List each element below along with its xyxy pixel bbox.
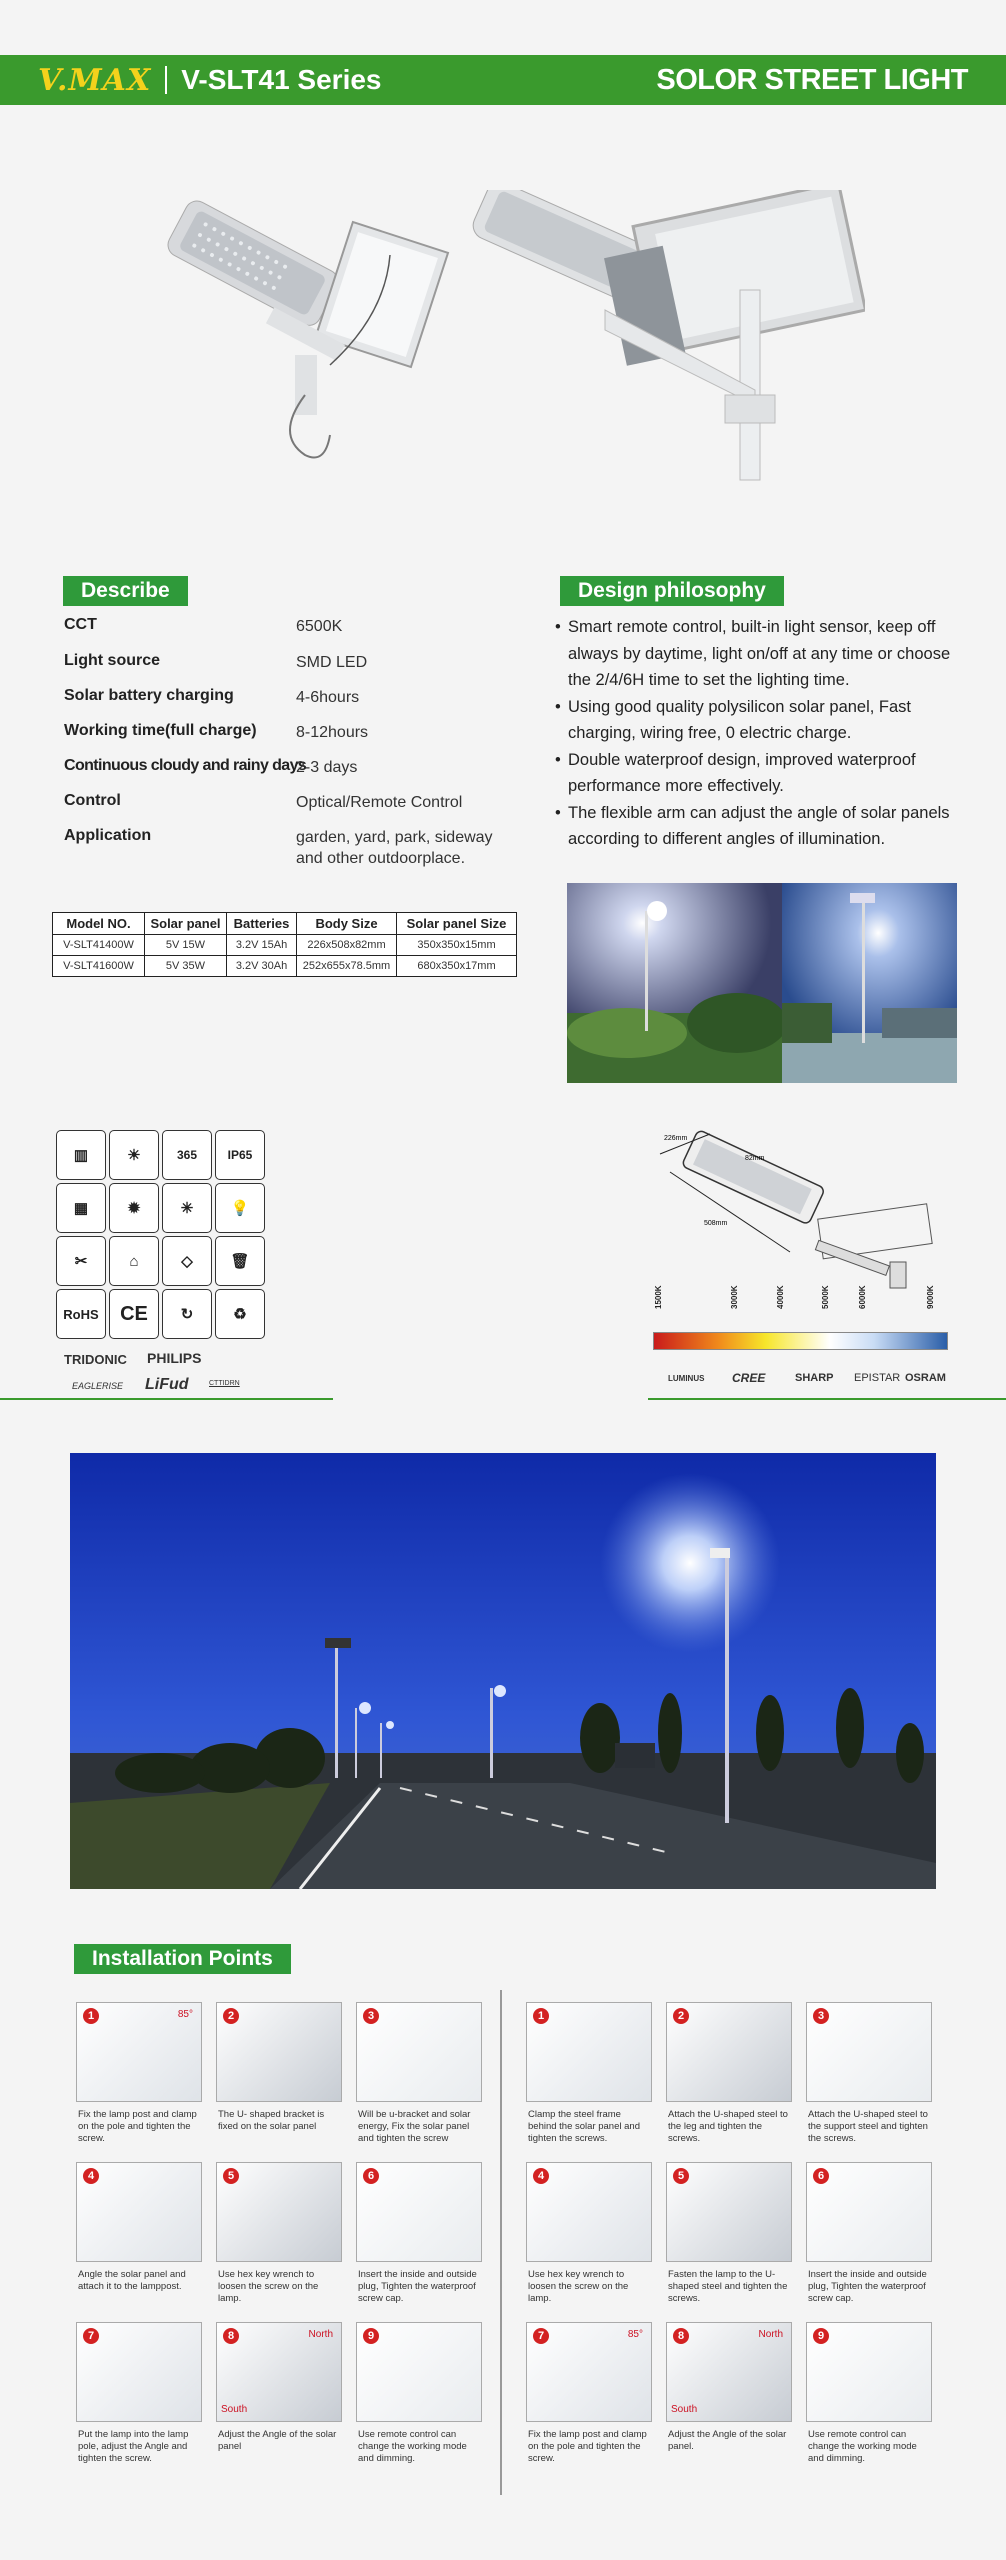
spec-key: Solar battery charging [64, 687, 234, 704]
design-bullet: • Double waterproof design, improved waterproof performance more effectively. [555, 747, 955, 800]
ce-icon: CE [109, 1289, 159, 1339]
install-step [526, 2162, 652, 2305]
bulb-icon: 💡 [215, 1183, 265, 1233]
install-step-image [666, 2002, 792, 2102]
header-bar [0, 55, 1006, 105]
installation-heading: Installation Points [74, 1944, 291, 1974]
table-header: Solar panel Size [397, 913, 517, 935]
install-step-label: North [758, 2329, 783, 2340]
install-step [356, 2002, 482, 2145]
install-step-image [356, 2162, 482, 2262]
install-step-caption: Will be u-bracket and solar energy, Fix the solar panel and tighten the screw [358, 2109, 471, 2144]
install-step [526, 2002, 652, 2145]
install-step-image [526, 2002, 652, 2102]
table-header: Model NO. [53, 913, 145, 935]
brand-luminus: LUMINUS [668, 1374, 705, 1383]
install-step [526, 2322, 652, 2465]
spec-key: Continuous cloudy and rainy days [64, 757, 307, 774]
install-step-caption: Use remote control can change the working mode and dimming. [808, 2429, 917, 2464]
brand-osram: OSRAM [905, 1372, 946, 1384]
install-step-image [216, 2322, 342, 2422]
header-divider [165, 66, 167, 94]
install-step-number: 2 [673, 2008, 689, 2024]
install-step-number: 7 [83, 2328, 99, 2344]
install-step-image [76, 2162, 202, 2262]
install-step-caption: Put the lamp into the lamp pole, adjust the Angle and tighten the screw. [78, 2429, 189, 2464]
ip65-icon: IP65 [215, 1130, 265, 1180]
table-cell: 350x350x15mm [397, 935, 517, 956]
install-step-caption: Insert the inside and outside plug, Tighten the waterproof screw cap. [358, 2269, 477, 2304]
table-header: Solar panel [145, 913, 227, 935]
install-step [76, 2322, 202, 2465]
table-cell: 5V 15W [145, 935, 227, 956]
install-step-image [666, 2322, 792, 2422]
table-cell: 680x350x17mm [397, 956, 517, 977]
spec-value: garden, yard, park, sideway and other outdoorplace. [296, 829, 493, 867]
solar-panel-icon: ▦ [56, 1183, 106, 1233]
install-step-caption: Fasten the lamp to the U-shaped steel and tighten the screws. [668, 2269, 788, 2304]
spec-value: 4-6hours [296, 689, 360, 706]
certification-icon-grid [56, 1130, 265, 1339]
battery-icon: ▥ [56, 1130, 106, 1180]
install-step-caption: Use hex key wrench to loosen the screw on the lamp. [528, 2269, 629, 2304]
table-cell: 3.2V 15Ah [227, 935, 297, 956]
install-step-caption: Insert the inside and outside plug, Tighten the waterproof screw cap. [808, 2269, 927, 2304]
spec-value: Optical/Remote Control [296, 794, 463, 811]
model-spec-table [52, 912, 517, 977]
install-step-number: 3 [813, 2008, 829, 2024]
install-step-label: 85° [627, 2329, 643, 2340]
install-step [76, 2002, 202, 2145]
install-step-image [666, 2162, 792, 2262]
install-step-caption: Fix the lamp post and clamp on the pole and tighten the screw. [78, 2109, 197, 2144]
install-step-caption: Attach the U-shaped steel to the support steel and tighten the screws. [808, 2109, 928, 2144]
install-step-label: North [308, 2329, 333, 2340]
install-step-caption: Clamp the steel frame behind the solar panel and tighten the screws. [528, 2109, 640, 2144]
series-title: V-SLT41 Series [181, 64, 382, 95]
sun-sensor-icon: ✹ [109, 1183, 159, 1233]
solar-charge-icon: ☀ [109, 1130, 159, 1180]
install-step-image [806, 2322, 932, 2422]
product-image-left [155, 185, 475, 485]
rohs-icon: RoHS [56, 1289, 106, 1339]
page-title: SOLOR STREET LIGHT [656, 63, 968, 96]
table-cell: V-SLT41600W [53, 956, 145, 977]
design-heading: Design philosophy [560, 576, 784, 606]
spec-key: CCT [64, 616, 97, 633]
installation-center-divider [500, 1990, 502, 2495]
install-step-number: 8 [673, 2328, 689, 2344]
install-step-caption: The U- shaped bracket is fixed on the solar panel [218, 2109, 325, 2132]
section-divider-right [648, 1398, 1006, 1400]
kelvin-label: 3000K [730, 1285, 739, 1309]
brand-logo: V.MAX [38, 62, 152, 98]
design-bullet: • The flexible arm can adjust the angle of solar panels according to different angles of illumination. [555, 800, 955, 853]
install-step-caption: Use remote control can change the working mode and dimming. [358, 2429, 467, 2464]
table-cell: 252x655x78.5mm [297, 956, 397, 977]
brand-epistar: EPISTAR [854, 1372, 901, 1384]
design-bullet: • Smart remote control, built-in light sensor, keep off always by daytime, light on/off at any time or choose the 2/4/6H time to set the lighting time. [555, 614, 955, 694]
install-step-image [76, 2002, 202, 2102]
brand-cree: CREE [732, 1371, 766, 1385]
spec-key: Application [64, 827, 152, 844]
light-sensor-icon: ✳ [162, 1183, 212, 1233]
kelvin-label: 6000K [858, 1285, 867, 1309]
install-step-caption: Adjust the Angle of the solar panel [218, 2429, 337, 2452]
install-step-image [356, 2322, 482, 2422]
install-step-caption: Use hex key wrench to loosen the screw on the lamp. [218, 2269, 319, 2304]
install-step-image [216, 2162, 342, 2262]
tools-icon: ✂ [56, 1236, 106, 1286]
recycle-icon: ♻ [215, 1289, 265, 1339]
table-cell: 5V 35W [145, 956, 227, 977]
dimension-width: 226mm [664, 1135, 688, 1142]
install-step-number: 1 [533, 2008, 549, 2024]
brand-sharp: SHARP [795, 1372, 834, 1384]
brand-cttidrn: CTTIDRN [209, 1380, 240, 1387]
install-step [666, 2322, 792, 2453]
install-step-number: 9 [813, 2328, 829, 2344]
install-step [356, 2162, 482, 2305]
install-step-caption: Angle the solar panel and attach it to the lamppost. [78, 2269, 186, 2292]
spec-key: Light source [64, 652, 161, 669]
recycle-arrow-icon: ↻ [162, 1289, 212, 1339]
table-row [53, 956, 517, 977]
application-photos [567, 883, 957, 1083]
install-step [666, 2002, 792, 2145]
kelvin-label: 1500K [654, 1285, 663, 1309]
install-step-number: 6 [363, 2168, 379, 2184]
install-step-image [76, 2322, 202, 2422]
install-step [356, 2322, 482, 2465]
garden-night-photo [567, 883, 782, 1083]
install-step-caption: Adjust the Angle of the solar panel. [668, 2429, 787, 2452]
install-step-number: 1 [83, 2008, 99, 2024]
install-step-label: 85° [177, 2009, 193, 2020]
brand-tridonic: TRIDONIC [64, 1352, 127, 1367]
table-header: Batteries [227, 913, 297, 935]
table-row [53, 935, 517, 956]
install-step-image [806, 2162, 932, 2262]
weee-bin-icon: 🗑 [215, 1236, 265, 1286]
spec-value: 6500K [296, 618, 343, 635]
install-step [806, 2002, 932, 2145]
install-step-number: 8 [223, 2328, 239, 2344]
brand-eaglerise: EAGLERISE [72, 1381, 124, 1391]
describe-heading: Describe [63, 576, 188, 606]
install-step-caption: Fix the lamp post and clamp on the pole and tighten the screw. [528, 2429, 647, 2464]
install-step-number: 3 [363, 2008, 379, 2024]
install-step [76, 2162, 202, 2293]
install-step-image [526, 2322, 652, 2422]
install-step-number: 5 [673, 2168, 689, 2184]
section-divider-left [0, 1398, 333, 1400]
table-header: Body Size [297, 913, 397, 935]
dimension-height: 82mm [745, 1155, 765, 1162]
brand-philips: PHILIPS [147, 1350, 202, 1366]
install-step-number: 5 [223, 2168, 239, 2184]
install-step-image [526, 2162, 652, 2262]
install-step-image [216, 2002, 342, 2102]
install-step-number: 7 [533, 2328, 549, 2344]
kelvin-label: 5000K [821, 1285, 830, 1309]
install-step-number: 9 [363, 2328, 379, 2344]
dimension-drawing [650, 1122, 950, 1292]
table-cell: 3.2V 30Ah [227, 956, 297, 977]
install-step [666, 2162, 792, 2305]
product-image-right [455, 190, 865, 490]
kelvin-label: 4000K [776, 1285, 785, 1309]
spec-key: Control [64, 792, 121, 809]
install-step-number: 4 [533, 2168, 549, 2184]
install-step-image [356, 2002, 482, 2102]
design-bullets [555, 614, 955, 853]
landscape-night-photo [782, 883, 957, 1083]
spec-value: SMD LED [296, 654, 368, 671]
brand-lifud: LiFud [145, 1376, 189, 1393]
spec-value: 8-12hours [296, 724, 369, 741]
install-step-number: 2 [223, 2008, 239, 2024]
install-step-number: 4 [83, 2168, 99, 2184]
install-step [806, 2322, 932, 2465]
install-step-label: South [221, 2404, 248, 2415]
street-night-photo [70, 1453, 936, 1889]
install-step [216, 2322, 342, 2453]
table-cell: 226x508x82mm [297, 935, 397, 956]
install-step-caption: Attach the U-shaped steel to the leg and tighten the screws. [668, 2109, 788, 2144]
home-icon: ⌂ [109, 1236, 159, 1286]
365-days-icon: 365 [162, 1130, 212, 1180]
design-bullet: • Using good quality polysilicon solar panel, Fast charging, wiring free, 0 electric charge. [555, 694, 955, 747]
install-step [216, 2002, 342, 2133]
kelvin-labels [654, 1285, 955, 1324]
spec-key: Working time(full charge) [64, 722, 257, 739]
table-cell: V-SLT41400W [53, 935, 145, 956]
diamond-icon: ◇ [162, 1236, 212, 1286]
spec-value: 2-3 days [296, 759, 358, 776]
install-step [216, 2162, 342, 2305]
kelvin-label: 9000K [926, 1285, 935, 1309]
install-step-label: South [671, 2404, 698, 2415]
install-step-image [806, 2002, 932, 2102]
kelvin-gradient-bar [653, 1332, 948, 1350]
dimension-length: 508mm [704, 1220, 728, 1227]
install-step-number: 6 [813, 2168, 829, 2184]
install-step [806, 2162, 932, 2305]
